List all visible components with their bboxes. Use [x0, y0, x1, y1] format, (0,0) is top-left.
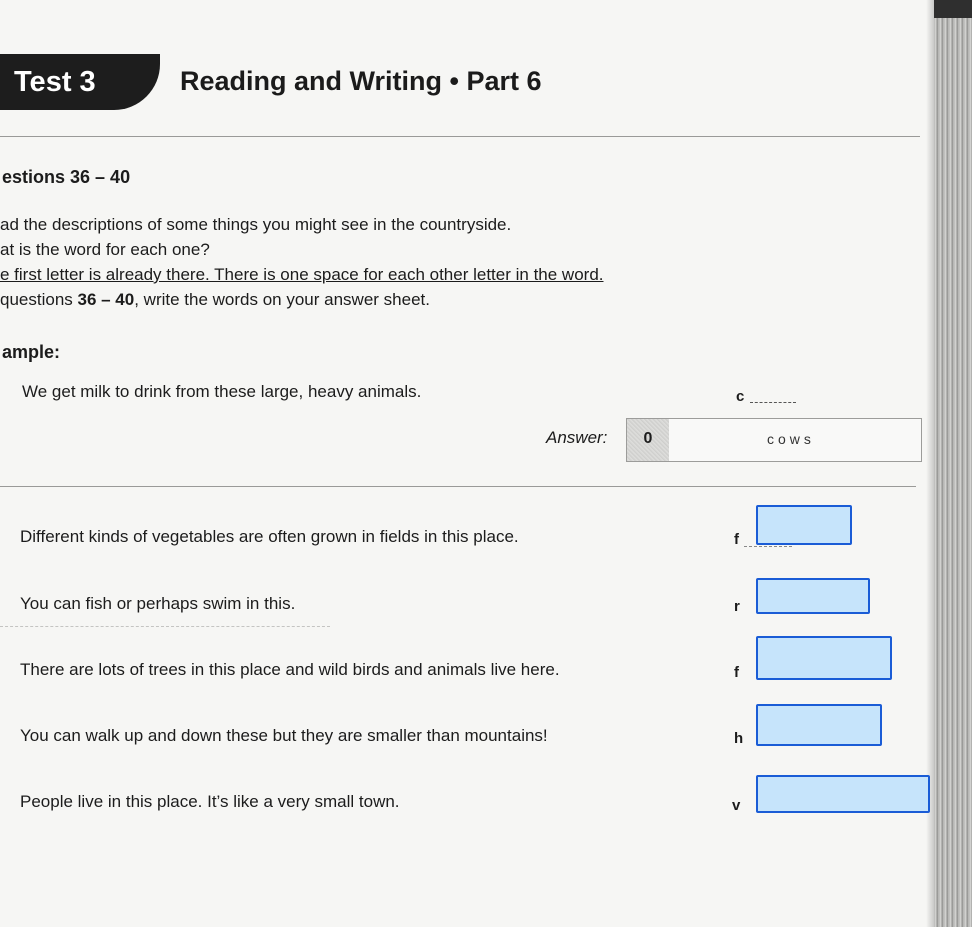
- question-38-answer-input[interactable]: [756, 636, 892, 680]
- question-37-text: You can fish or perhaps swim in this.: [20, 594, 296, 613]
- example-text: We get milk to drink from these large, heavy animals.: [22, 382, 422, 401]
- instruction-line-4: [0, 290, 430, 310]
- question-38-text: There are lots of trees in this place and wild birds and animals live here.: [20, 660, 560, 679]
- section-title: Reading and Writing • Part 6: [180, 66, 542, 96]
- example-heading: ample:: [2, 342, 61, 362]
- question-38-first-letter: f: [734, 664, 739, 681]
- answer-word: cows: [767, 431, 815, 447]
- divider-middle: [0, 486, 916, 487]
- question-40-first-letter: v: [732, 797, 741, 814]
- question-37-first-letter: r: [734, 598, 740, 615]
- question-40-text: People live in this place. It’s like a very small town.: [20, 792, 400, 811]
- questions-heading: estions 36 – 40: [2, 167, 131, 187]
- answer-number: 0: [627, 419, 669, 461]
- question-39-text: You can walk up and down these but they are smaller than mountains!: [20, 726, 548, 745]
- question-40-answer-input[interactable]: [756, 775, 930, 813]
- question-37-answer-input[interactable]: [756, 578, 870, 614]
- question-39-answer-input[interactable]: [756, 704, 882, 746]
- example-first-letter: c: [736, 388, 745, 405]
- divider-top: [0, 136, 920, 137]
- instruction-line-1: ad the descriptions of some things you might see in the countryside.: [0, 215, 512, 234]
- page-edge-shadow: [934, 0, 972, 18]
- example-letter-spaces: [750, 402, 796, 404]
- answer-label: Answer:: [546, 428, 608, 447]
- test-label: Test 3: [14, 66, 96, 98]
- test-tab: [0, 54, 160, 110]
- instruction-line-4-range: 36 – 40: [77, 290, 135, 309]
- instruction-line-3: e first letter is already there. There is one space for each other letter in the word.: [0, 265, 604, 284]
- question-37-divider: [0, 626, 330, 628]
- instruction-line-4-prefix: questions: [0, 290, 78, 309]
- question-36-answer-input[interactable]: [756, 505, 852, 545]
- instruction-line-4-suffix: , write the words on your answer sheet.: [134, 290, 430, 309]
- example-answer-box: [626, 418, 922, 462]
- question-36-first-letter: f: [734, 531, 739, 548]
- question-36-letter-spaces: [744, 546, 792, 548]
- instruction-line-2: at is the word for each one?: [0, 240, 210, 259]
- question-36-text: Different kinds of vegetables are often grown in fields in this place.: [20, 527, 519, 546]
- question-39-first-letter: h: [734, 730, 744, 747]
- page-edge: [934, 0, 972, 927]
